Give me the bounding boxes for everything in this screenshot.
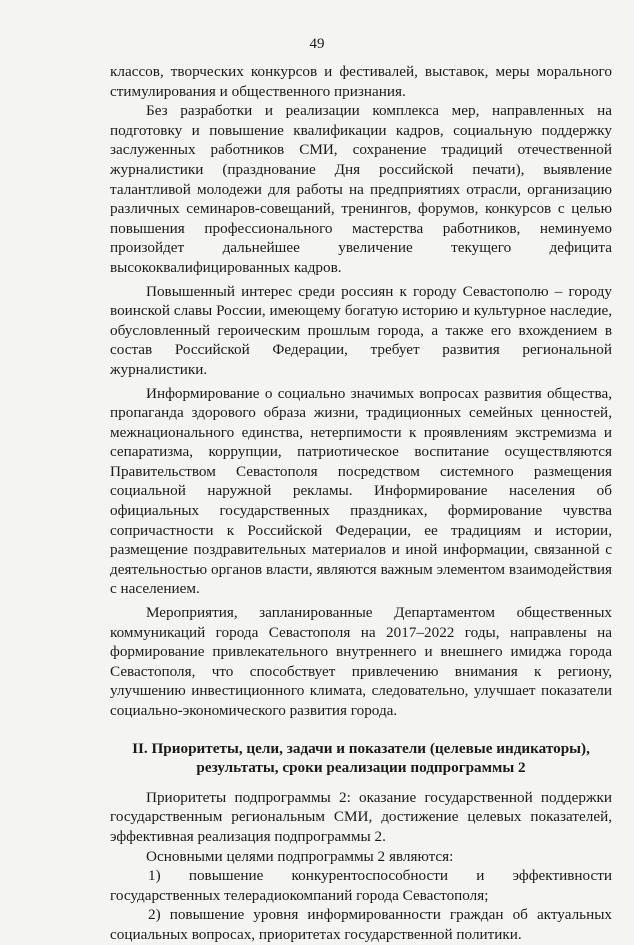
section-heading-line-1: II. Приоритеты, цели, задачи и показатели (целевые индикаторы), (132, 739, 590, 757)
section-heading (110, 739, 612, 778)
paragraph-personnel: Без разработки и реализации комплекса мер, направленных на подготовку и повышение квалификации кадров, социальную поддержку заслуженных работников СМИ, сохранение традиций отечественной журналистики (празднование Дня российской печати), выявление талантливой молодежи для работы на предприятиях отрасли, организацию различных семинаров-совещаний, тренингов, форумов, конкурсов с целью повышения профессионального мастерства работников, неминуемо произойдет дальнейшее увеличение текущего дефицита высококвалифицированных кадров. (110, 102, 612, 276)
paragraph-sevastopol-interest: Повышенный интерес среди россиян к городу Севастополю – городу воинской славы России, имеющему богатую историю и культурное наследие, обусловленный героическим прошлым города, а также его вхождением в состав Российской Федерации, требует развития региональной журналистики. (110, 282, 612, 378)
paragraph-priorities: Приоритеты подпрограммы 2: оказание государственной поддержки государственным региональным СМИ, достижение целевых показателей, эффективная реализация подпрограммы 2. (110, 788, 612, 845)
section-heading-line-2: результаты, сроки реализации подпрограммы 2 (196, 759, 526, 777)
list-item-goal-1: 1) повышение конкурентоспособности и эффективности государственных телерадиокомпаний города Севастополя; (110, 867, 612, 904)
list-item-goal-2: 2) повышение уровня информированности граждан об актуальных социальных вопросах, приоритетах государственной политики. (110, 906, 612, 943)
paragraph-social-advertising: Информирование о социально значимых вопросах развития общества, пропаганда здорового образа жизни, традиционных семейных ценностей, межнационального единства, нетерпимости к проявлениям экстремизма и сепаратизма, коррупции, патриотическое воспитание осуществляются Правительством Севастополя посредством системного размещения социальной наружной рекламы. Информирование населения об официальных государственных праздниках, формирование чувства сопричастности к Российской Федерации, ее традициям и истории, размещение поздравительных материалов и иной информации, связанной с деятельностью органов власти, являются важным элементом взаимодействия с населением. (110, 384, 612, 598)
page-body (110, 62, 612, 945)
paragraph-department-events: Мероприятия, запланированные Департаментом общественных коммуникаций города Севастополя на 2017–2022 годы, направлены на формирование привлекательного внутреннего и внешнего имиджа города Севастополя, что способствует привлечению внимания к региону, улучшению инвестиционного климата, следовательно, улучшает показатели социально-экономического развития города. (110, 604, 612, 719)
paragraph-continuation: классов, творческих конкурсов и фестивалей, выставок, меры морального стимулирования и общественного признания. (110, 63, 612, 100)
page-number: 49 (309, 36, 325, 52)
paragraph-goals-intro: Основными целями подпрограммы 2 являются: (146, 847, 454, 865)
